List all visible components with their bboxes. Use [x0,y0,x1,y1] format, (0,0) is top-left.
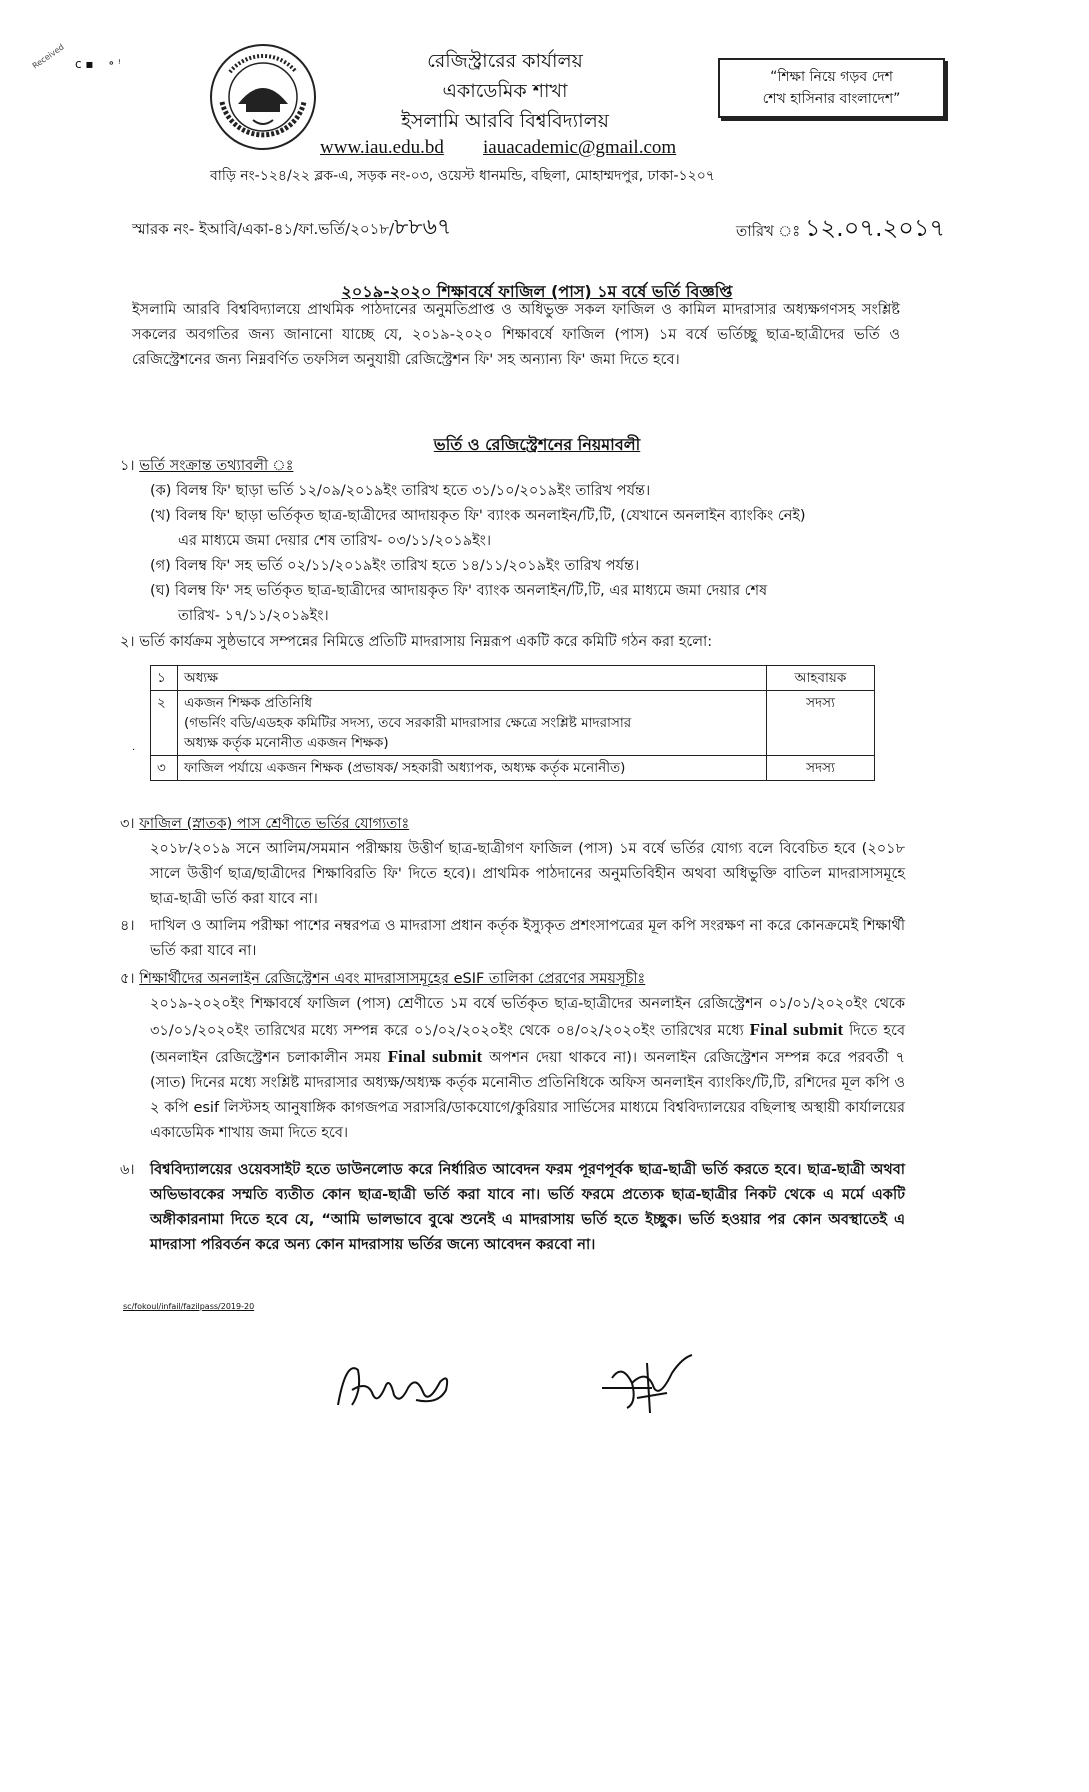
item-ka: (ক) বিলম্ব ফি' ছাড়া ভর্তি ১২/০৯/২০১৯ইং তারিখ হতে ৩১/১০/২০১৯ইং তারিখ পর্যন্ত। [150,483,651,499]
section-2-text: ভর্তি কার্যক্রম সুষ্ঠভাবে সম্পন্নের নিমিত্তে প্রতিটি মাদরাসায় নিম্নরূপ একটি করে কমিটি গঠন করা হলো: [139,634,713,650]
section-5-text: ২০১৯-২০২০ইং শিক্ষাবর্ষে ফাজিল (পাস) শ্রেণীতে ১ম বর্ষে ভর্তিকৃত ছাত্র-ছাত্রীদের অনলাইন রেজিস্ট্রেশন ০১/০১/২০২০ইং থেকে ৩১/০১/২০২০ইং তারিখের মধ্যে সম্পন্ন করে ০১/০২/২০২০ইং থেকে ০৪/০২/২০২০ইং তারিখের মধ্যে Final submit দিতে হবে (অনলাইন রেজিস্ট্রেশন চলাকালীন সময় Final submit অপশন দেয়া থাকবে না)। অনলাইন রেজিস্ট্রেশন সম্পন্ন করে পরবর্তী ৭ (সাত) দিনের মধ্যে সংশ্লিষ্ট মাদরাসার অধ্যক্ষ/অধ্যক্ষ কর্তৃক মনোনীত প্রতিনিধিকে অফিস অনলাইন ব্যাংকিং/টি,টি, রশিদের মূল কপি ও ২ কপি esif লিস্টসহ আনুষাঙ্গিক কাগজপত্র সরাসরি/ডাকযোগে/কুরিয়ার সার্ভিসের মাধ্যমে বিশ্ববিদ্যালয়ের বছিলাস্থ অস্থায়ী কার্যালয়ের একাডেমিক শাখায় জমা দিতে হবে। [150,996,906,1141]
item-gha-1: (ঘ) বিলম্ব ফি' সহ ভর্তিকৃত ছাত্র-ছাত্রীদের আদায়কৃত ফি' ব্যাংক অনলাইন/টি,টি, এর মাধ্যমে জমা দেয়ার শেষ [150,583,768,599]
row-role: সদস্য [767,691,875,756]
date-label: তারিখ ঃ [736,222,801,240]
slogan-line-1: “শিক্ষা নিয়ে গড়ব দেশ [770,69,893,85]
intro-paragraph: ইসলামি আরবি বিশ্ববিদ্যালয়ে প্রাথমিক পাঠদানের অনুমতিপ্রাপ্ত ও অধিভুক্ত সকল ফাজিল ও কামিল মাদরাসার অধ্যক্ষগণসহ সংশ্লিষ্ট সকলের অবগতির জন্য জানানো যাচ্ছে যে, ২০১৯-২০২০ শিক্ষাবর্ষে ফাজিল (পাস) ১ম বর্ষে ভর্তিচ্ছু ছাত্র-ছাত্রীদের ভর্তি ও রেজিস্ট্রেশনের জন্য নিম্নবর্ণিত তফসিল অনুযায়ী রেজিস্ট্রেশন ফি' সহ অন্যান্য ফি' জমা দিতে হবে। [132,302,900,368]
table-row [151,691,875,756]
university-logo [208,42,318,152]
section-6-number: ৬। [120,1162,135,1178]
section-1 [120,454,900,629]
committee-table [150,665,875,781]
section-6-text: বিশ্ববিদ্যালয়ের ওয়েবসাইট হতে ডাউনলোড করে নির্ধারিত আবেদন ফরম পূরণপূর্বক ছাত্র-ছাত্রী ভর্তি করতে হবে। ছাত্র-ছাত্রী অথবা অভিভাবকের সম্মতি ব্যতীত কোন ছাত্র-ছাত্রী ভর্তি করা যাবে না। ভর্তি ফরমে প্রত্যেক ছাত্র-ছাত্রীর নিকট থেকে এ মর্মে একটি অঙ্গীকারনামা দিতে হবে যে, “আমি ভালভাবে বুঝে শুনেই এ মাদরাসায় ভর্তি হতে ইচ্ছুক। ভর্তি হওয়ার পর কোন অবস্থাতেই এ মাদরাসা পরিবর্তন করে অন্য কোন মাদরাসায় ভর্তির জন্যে আবেদন করবো না। [150,1162,905,1253]
corner-marks: c ▪ ॰ ꜝ [75,57,121,71]
section-6 [120,1158,905,1258]
item-kha-1: (খ) বিলম্ব ফি' ছাড়া ভর্তিকৃত ছাত্র-ছাত্রীদের আদায়কৃত ফি' ব্যাংক অনলাইন/টি,টি, (যেখানে অনলাইন ব্যাংকিং নেই) [150,508,806,524]
section-5-title: শিক্ষার্থীদের অনলাইন রেজিস্ট্রেশন এবং মাদরাসাসমূহের eSIF তালিকা প্রেরণের সময়সূচীঃ [139,971,646,987]
scan-mark: · [132,745,136,756]
signature-right [592,1343,702,1423]
university-name: ইসলামি আরবি বিশ্ববিদ্যালয় [400,110,609,132]
row-number: ৩ [151,756,178,781]
memo-ref-handwritten: ৮৮৬৭ [394,215,452,240]
section-3-number: ৩। [120,816,135,832]
memo-ref-label: স্মারক নং- ইআবি/একা-৪১/ফা.ভর্তি/২০১৮/ [132,220,395,238]
row-number: ১ [151,666,178,691]
section-1-number: ১। [120,458,135,474]
slogan-box [718,58,945,118]
email-link[interactable]: iauacademic@gmail.com [483,137,677,158]
slogan-line-2: শেখ হাসিনার বাংলাদেশ” [762,91,901,107]
row-description: একজন শিক্ষক প্রতিনিধি (গভর্নিং বডি/এডহক কমিটির সদস্য, তবে সরকারী মাদরাসার ক্ষেত্রে সংশ্লিষ্ট মাদরাসার অধ্যক্ষ কর্তৃক মনোনীত একজন শিক্ষক) [178,691,767,756]
section-4 [120,914,905,964]
item-gha-2: তারিখ- ১৭/১১/২০১৯ইং। [178,608,329,624]
section-5-number: ৫। [120,971,135,987]
row-number: ২ [151,691,178,756]
item-ga: (গ) বিলম্ব ফি' সহ ভর্তি ০২/১১/২০১৯ইং তারিখ হতে ১৪/১১/২০১৯ইং তারিখ পর্যন্ত। [150,558,640,574]
office-name: রেজিস্ট্রারের কার্যালয় [427,50,583,72]
office-address: বাড়ি নং-১২৪/২২ ব্লক-এ, সড়ক নং-০৩, ওয়েস্ট ধানমন্ডি, বছিলা, মোহাম্মদপুর, ঢাকা-১২০৭ [210,168,715,184]
section-2-number: ২। [120,634,135,650]
rules-title: ভর্তি ও রেজিস্ট্রেশনের নিয়মাবলী [433,435,641,454]
table-row [151,666,875,691]
file-path: sc/fokoul/infail/fazilpass/2019-20 [123,1302,255,1311]
section-3-text: ২০১৮/২০১৯ সনে আলিম/সমমান পরীক্ষায় উত্তীর্ণ ছাত্র-ছাত্রীগণ ফাজিল (পাস) ১ম বর্ষে ভর্তির যোগ্য বলে বিবেচিত হবে (২০১৮ সালে উত্তীর্ণ ছাত্র/ছাত্রীদের শিক্ষাবিরতি ফি' দিতে হবে)। প্রাথমিক পাঠদানের অনুমতিবিহীন অথবা অধিভুক্তি বাতিল মাদরাসাসমূহে ছাত্র-ছাত্রী ভর্তি করা যাবে না। [150,841,905,907]
section-5 [120,967,905,1146]
section-2 [120,630,920,655]
item-kha-2: এর মাধ্যমে জমা দেয়ার শেষ তারিখ- ০৩/১১/২০১৯ইং। [178,533,492,549]
row-description: অধ্যক্ষ [178,666,767,691]
section-4-text: দাখিল ও আলিম পরীক্ষা পাশের নম্বরপত্র ও মাদরাসা প্রধান কর্তৃক ইস্যুকৃত প্রশংসাপত্রের মূল কপি সংরক্ষণ না করে কোনক্রমেই শিক্ষার্থী ভর্তি করা যাবে না। [150,918,905,959]
section-3-title: ফাজিল (স্নাতক) পাস শ্রেণীতে ভর্তির যোগ্যতাঃ [139,816,410,832]
section-1-title: ভর্তি সংক্রান্ত তথ্যাবলী ঃ [139,458,294,474]
memo-reference [132,210,451,247]
notice-title: ২০১৯-২০২০ শিক্ষাবর্ষে ফাজিল (পাস) ১ম বর্ষে ভর্তি বিজ্ঞপ্তি [341,282,733,301]
memo-date [736,210,945,250]
website-link[interactable]: www.iau.edu.bd [320,137,444,158]
table-row [151,756,875,781]
section-3 [120,812,905,912]
row-role: সদস্য [767,756,875,781]
row-description: ফাজিল পর্যায়ে একজন শিক্ষক (প্রভাষক/ সহকারী অধ্যাপক, অধ্যক্ষ কর্তৃক মনোনীত) [178,756,767,781]
corner-stamp-text: Received [30,42,66,71]
row-role: আহবায়ক [767,666,875,691]
section-4-number: ৪। [120,918,135,934]
signature-left [328,1350,458,1420]
date-value-handwritten: ১২.০৭.২০১৭ [804,214,946,242]
branch-name: একাডেমিক শাখা [442,80,568,102]
